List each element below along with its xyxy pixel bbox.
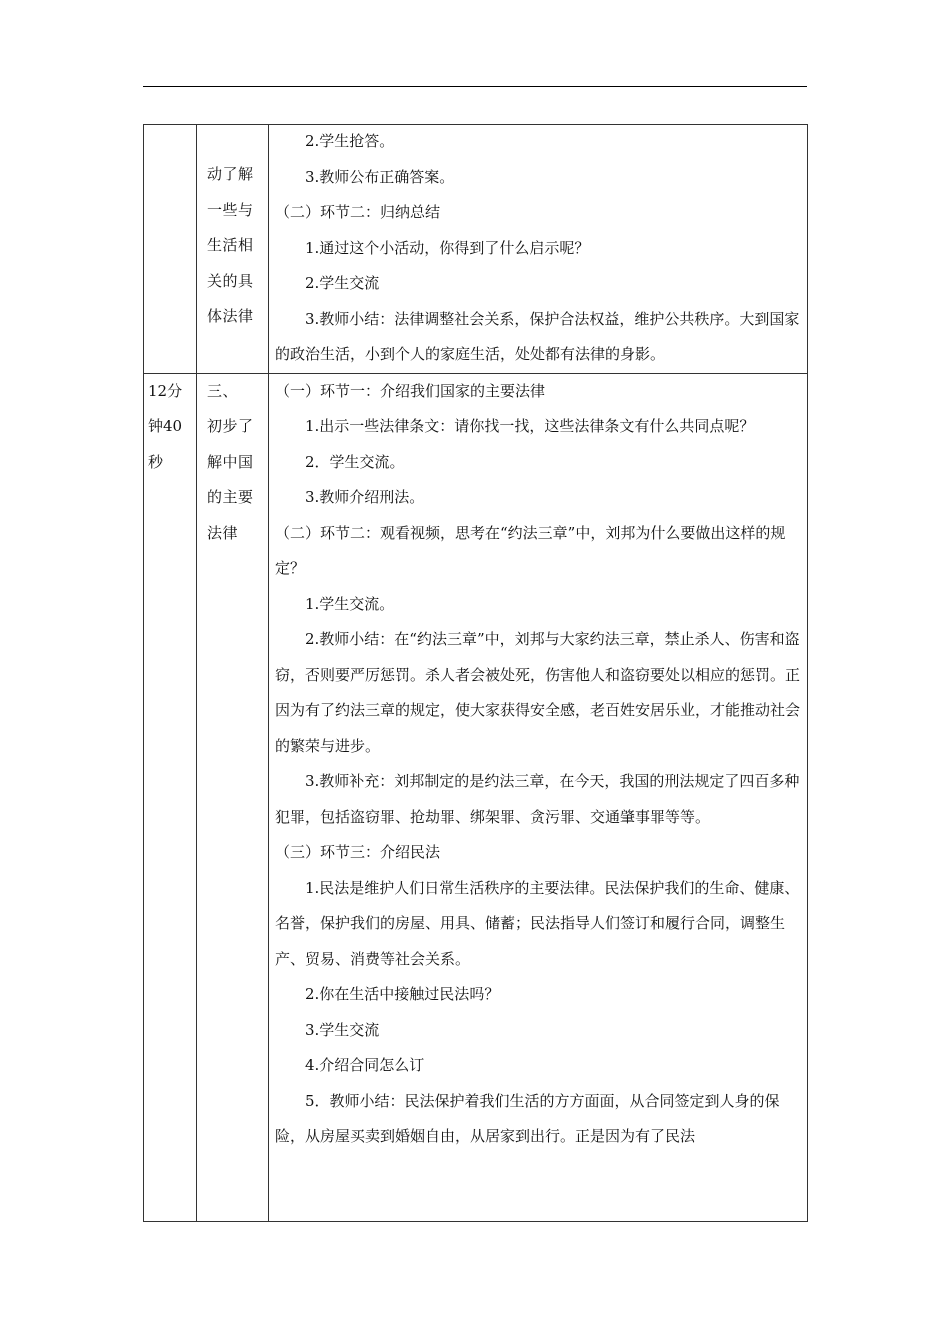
content-cell — [269, 373, 808, 1221]
content-paragraph: 1.学生交流。 — [305, 594, 395, 613]
content-paragraph: 2.你在生活中接触过民法吗？ — [305, 985, 500, 1003]
time-line: 12分 — [148, 381, 183, 400]
content-paragraph: 2.学生抢答。 — [305, 132, 395, 150]
time-line: 秒 — [148, 452, 164, 471]
header-rule — [143, 86, 807, 87]
section-heading: （二）环节二：观看视频，思考在“约法三章”中，刘邦为什么要做出这样的规定？ — [275, 523, 786, 577]
content-cell — [269, 125, 808, 374]
content-paragraph: 3.教师小结：法律调整社会关系，保护合法权益，维护公共秩序。大到国家的政治生活，小到个人的家庭生活，处处都有法律的身影。 — [275, 309, 800, 363]
time-cell — [144, 373, 197, 1221]
content-paragraph: 3.教师介绍刑法。 — [305, 488, 425, 506]
content-paragraph: 2.教师小结：在“约法三章”中，刘邦与大家约法三章，禁止杀人、伤害和盗窃，否则要严厉惩罚。杀人者会被处死，伤害他人和盗窃要处以相应的惩罚。正因为有了约法三章的规定，使大家获得安全感，老百姓安居乐业，才能推动社会的繁荣与进步。 — [275, 630, 801, 755]
stage-line: 关的具 — [207, 271, 254, 290]
stage-line: 生活相 — [207, 236, 254, 254]
content-paragraph: 1.通过这个小活动，你得到了什么启示呢？ — [305, 238, 590, 257]
section-heading: （二）环节二：归纳总结 — [275, 203, 441, 221]
section-heading: （一）环节一：介绍我们国家的主要法律 — [275, 381, 546, 400]
content-paragraph: 2．学生交流。 — [305, 452, 405, 471]
stage-line: 的主要 — [207, 488, 254, 506]
stage-cell — [197, 125, 269, 374]
content-paragraph: 1.出示一些法律条文：请你找一找，这些法律条文有什么共同点呢？ — [305, 417, 755, 435]
content-paragraph: 2.学生交流 — [305, 274, 380, 292]
stage-line: 动了解 — [207, 165, 254, 183]
content-paragraph: 3.教师补充：刘邦制定的是约法三章，在今天，我国的刑法规定了四百多种犯罪，包括盗窃罪、抢劫罪、绑架罪、贪污罪、交通肇事罪等等。 — [275, 772, 800, 826]
stage-line: 法律 — [207, 523, 239, 542]
table-row — [144, 125, 808, 374]
table-row — [144, 373, 808, 1221]
stage-line: 解中国 — [207, 452, 254, 471]
time-cell — [144, 125, 197, 374]
content-paragraph: 1.民法是维护人们日常生活秩序的主要法律。民法保护我们的生命、健康、名誉，保护我们的房屋、用具、储蓄；民法指导人们签订和履行合同，调整生产、贸易、消费等社会关系。 — [275, 878, 800, 968]
time-line: 钟40 — [148, 417, 183, 435]
stage-line: 初步了 — [207, 417, 254, 435]
stage-line: 三、 — [207, 381, 239, 400]
content-paragraph: 3.学生交流 — [305, 1020, 380, 1039]
content-paragraph: 5．教师小结：民法保护着我们生活的方方面面，从合同签定到人身的保险，从房屋买卖到婚姻自由，从居家到出行。正是因为有了民法 — [275, 1091, 780, 1145]
stage-cell — [197, 373, 269, 1221]
content-paragraph: 4.介绍合同怎么订 — [305, 1056, 425, 1074]
stage-line: 一些与 — [207, 200, 254, 219]
stage-line: 体法律 — [207, 307, 254, 325]
section-heading: （三）环节三：介绍民法 — [275, 843, 441, 861]
lesson-plan-table — [143, 124, 808, 1222]
content-paragraph: 3.教师公布正确答案。 — [305, 167, 455, 186]
